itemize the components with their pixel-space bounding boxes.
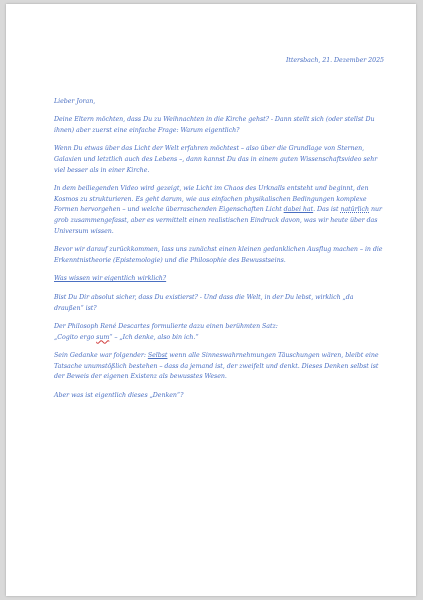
paragraph-church-question: Deine Eltern möchten, dass Du zu Weihnachten in die Kirche gehst? - Dann stellt sich (oder stellst Du ihnen) aber zuerst eine einfache Frage: Warum eigentlich?: [54, 116, 375, 134]
underlined-text: Selbst: [147, 352, 168, 360]
text-segment: . Das ist: [313, 206, 341, 214]
letter-page: [6, 4, 416, 596]
letter-body: [54, 56, 384, 410]
paragraph-thought-argument: [54, 351, 384, 383]
text-segment: „Cogito ergo: [54, 333, 97, 341]
paragraph-video-description: [54, 184, 384, 237]
dotted-underlined-text: natürlich: [340, 206, 370, 214]
text-segment: Sein Gedanke war folgender:: [54, 352, 148, 360]
text-segment: wenn alle Sinneswahrnehmungen Täuschungen wären, bleibt eine Tatsache unumstößlich bestehen – dass da jemand ist, der zweifelt und denkt. Dieses Denken selbst ist der Beweis der eigenen Existenz als bewusstes Wesen.: [54, 352, 379, 381]
paragraph-epistemology: Bevor wir darauf zurückkommen, lass uns zunächst einen kleinen gedanklichen Ausflug machen – in die Erkenntnistheorie (Epistemologie) und die Philosophie des Bewusstseins.: [54, 246, 383, 264]
letter-date: Ittersbach, 21. Dezember 2025: [285, 57, 384, 64]
paragraph-light-of-world: Wenn Du etwas über das Licht der Welt erfahren möchtest – also über die Grundlage von Sternen, Galaxien und letztlich auch des Lebens –, dann kannst Du das in einem guten Wissenschaftsvideo sehr viel besser als in einer Kirche.: [54, 145, 378, 174]
text-segment: In dem beiliegenden Video wird gezeigt, wie Licht im Chaos des Urknalls entsteht und beginnt, den Kosmos zu strukturieren. Es geht darum, wie aus einfachen physikalischen Bedingungen komplexe Formen hervorgehen – und welche überraschenden Eigenschaften Licht: [54, 185, 369, 214]
paragraph-existence-question: Bist Du Dir absolut sicher, dass Du existierst? - Und dass die Welt, in der Du lebst, wirklich „da draußen“ ist?: [54, 293, 354, 312]
descartes-intro: Der Philosoph René Descartes formulierte dazu einen berühmten Satz:: [54, 323, 278, 331]
underlined-text: dabei hat: [283, 206, 314, 214]
text-segment: nur grob zusammengefasst, aber es vermittelt einen realistischen Eindruck davon, was wir heute über das Universum wissen.: [54, 206, 382, 235]
salutation: Lieber Joran,: [54, 97, 96, 105]
cogito-quote: [54, 333, 384, 344]
paragraph-descartes: [54, 322, 384, 343]
paragraph-closing-question: Aber was ist eigentlich dieses „Denken“?: [54, 392, 184, 400]
section-heading: Was wissen wir eigentlich wirklich?: [54, 275, 167, 283]
spellcheck-flagged-word: sum: [96, 333, 110, 341]
text-segment: “ – „Ich denke, also bin ich.“: [109, 333, 199, 341]
